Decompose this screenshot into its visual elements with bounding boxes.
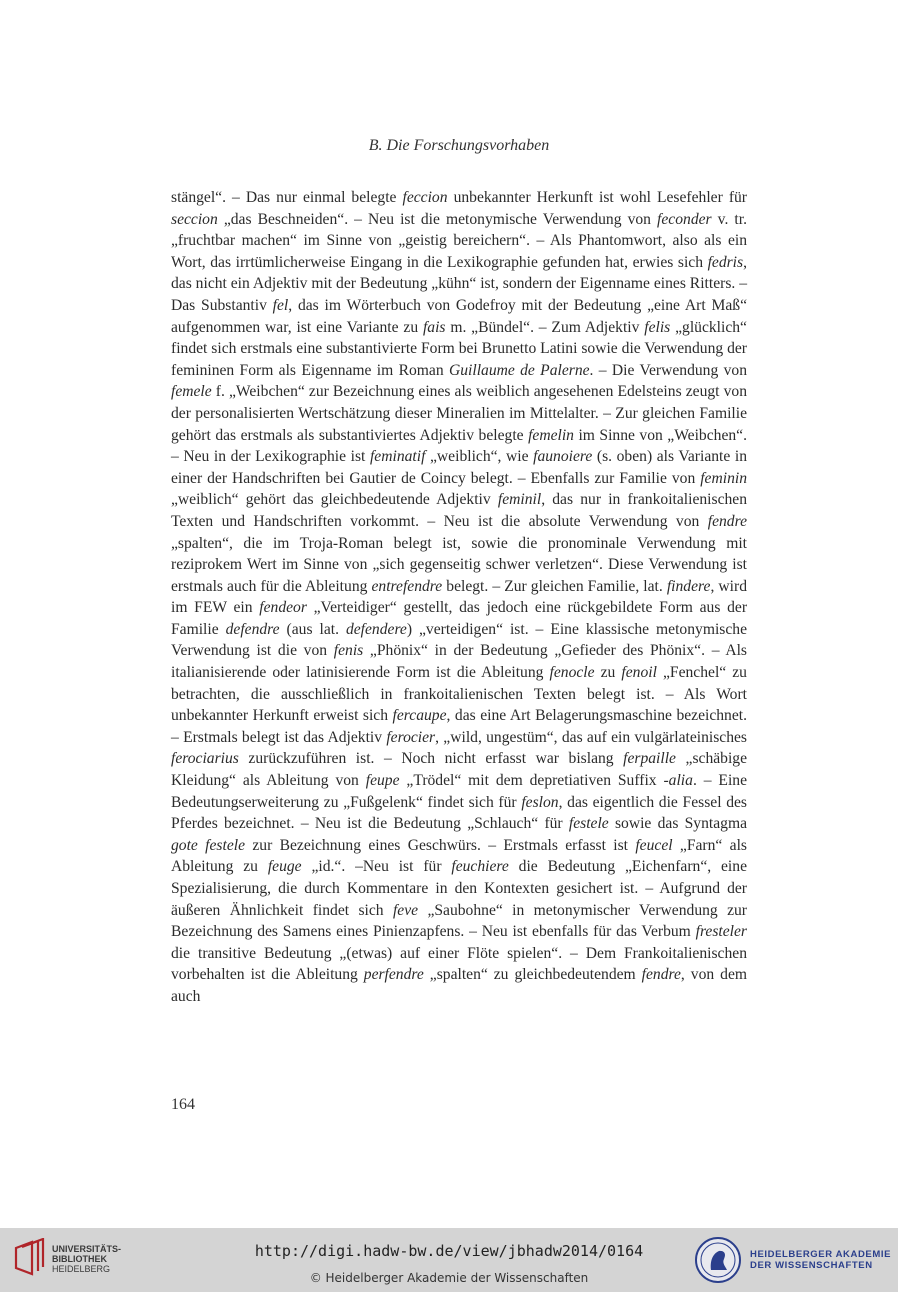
copyright-notice: © Heidelberger Akademie der Wissenschaften	[309, 1271, 589, 1285]
italic-term: fenocle	[549, 664, 595, 682]
italic-term: gote festele	[171, 836, 246, 854]
italic-term: feupe	[365, 772, 400, 790]
text-run: sowie das Syntagma	[608, 815, 747, 833]
text-run: „Trödel“ mit dem depretiativen Suffix	[399, 772, 664, 790]
library-line-3: HEIDELBERG	[52, 1264, 111, 1274]
text-run: „schäbige Kleidung“ als Ableitung von	[171, 750, 748, 790]
italic-term: ferocier	[386, 728, 436, 746]
text-run: v. tr. „fruchtbar machen“ im Sinne von „geistig bereichern“. – Als Phantomwort, also als ein Wort, das irrtümlicherweise Eingang in die Lexikographie gefunden hat, erwies sich	[171, 210, 747, 271]
italic-term: fenoil	[621, 664, 657, 682]
academy-line-1: HEIDELBERGER AKADEMIE	[750, 1249, 892, 1260]
italic-term: fendre	[707, 512, 747, 530]
italic-term: entrefendre	[371, 577, 443, 595]
italic-term: femele	[171, 383, 212, 401]
italic-term: fercaupe	[392, 707, 447, 725]
italic-term: Guillaume de Palerne	[448, 361, 590, 379]
text-run: „Phönix“ in der Bedeutung „Gefieder des Phönix“. – Als italianisierende oder latinisierende Form ist die Ableitung	[171, 642, 747, 682]
text-run: „spalten“, die im Troja-Roman belegt ist, sowie die pronominale Verwendung mit reziprokem Wert im Sinne von „sich gegenseitig schwer verletzen“. Diese Verwendung ist erstmals auch für die Ableitung	[171, 534, 747, 595]
text-run: „Farn“ als Ableitung zu	[171, 836, 747, 876]
library-line-2: BIBLIOTHEK	[52, 1254, 107, 1264]
text-run: zu	[594, 664, 622, 682]
text-run: , wird im FEW ein	[171, 577, 747, 617]
italic-term: feccion	[402, 189, 448, 206]
text-run: m. „Bündel“. – Zum Adjektiv	[445, 318, 645, 336]
text-run: die transitive Bedeutung „(etwas) auf einer Flöte spielen“. – Dem Frankoitalienischen vorbehalten ist die Ableitung	[171, 944, 747, 984]
text-run: stängel“. – Das nur einmal belegte	[171, 189, 403, 206]
italic-term: feminil	[497, 491, 542, 509]
text-run: , das nicht ein Adjektiv mit der Bedeutung „kühn“ ist, sondern der Eigenname eines Ritters. – Das Substantiv	[171, 253, 747, 314]
italic-term: fresteler	[695, 923, 747, 941]
text-run: unbekannter Herkunft ist wohl Lesefehler für	[447, 189, 748, 206]
italic-term: fedris	[707, 253, 744, 271]
running-header: B. Die Forschungsvorhaben	[368, 137, 550, 154]
text-run: , das nur in frankoitalienischen Texten und Handschriften vorkommt. – Neu ist die absolute Verwendung von	[171, 491, 748, 530]
italic-term: feminin	[700, 469, 747, 487]
text-run: die Bedeutung „Eichenfarn“, eine Spezialisierung, die durch Kommentare in den Kontexten gesichert ist. – Aufgrund der äußeren Ähnlichkeit findet sich	[171, 858, 747, 919]
italic-term: -alia	[663, 772, 693, 790]
italic-term: fenis	[333, 642, 364, 660]
text-run: zurückzuführen ist. – Noch nicht erfasst war bislang	[238, 750, 624, 768]
italic-term: defendre	[225, 620, 280, 638]
text-run: . – Eine Bedeutungserweiterung zu „Fußgelenk“ findet sich für	[171, 772, 747, 811]
text-run: , das eigentlich die Fessel des Pferdes bezeichnet. – Neu ist die Bedeutung „Schlauch“ für	[171, 793, 748, 833]
italic-term: defendere	[345, 620, 407, 638]
italic-term: faunoiere	[533, 448, 593, 466]
text-run: , das eine Art Belagerungsmaschine bezeichnet. – Erstmals belegt ist das Adjektiv	[171, 707, 748, 746]
italic-term: findere	[666, 577, 711, 595]
text-run: , das im Wörterbuch von Godefroy mit der Bedeutung „eine Art Maß“ aufgenommen war, ist eine Variante zu	[171, 296, 747, 336]
italic-term: ferociarius	[171, 750, 239, 768]
body-paragraph	[171, 187, 747, 1008]
text-run: „Verteidiger“ gestellt, das jedoch eine rückgebildete Form aus der Familie	[171, 599, 748, 638]
text-run: „spalten“ zu gleichbedeutendem	[423, 966, 642, 984]
academy-seal-icon	[694, 1236, 742, 1284]
text-run: , von dem auch	[171, 966, 747, 1005]
italic-term: fais	[422, 318, 446, 336]
italic-term: fendre	[641, 966, 681, 984]
italic-term: felis	[644, 318, 671, 336]
text-run: (s. oben) als Variante in einer der Handschriften bei Gautier de Coincy belegt. – Ebenfalls zur Familie von	[171, 448, 747, 487]
footer-bar	[0, 1228, 898, 1292]
text-run: f. „Weibchen“ zur Bezeichnung eines als weiblich angesehenen Edelsteins zeugt von der personalisierten Wertschätzung dieser Mineralien im Mittelalter. – Zur gleichen Familie gehört das erstmals als substantiviertes Adjektiv belegte	[171, 383, 747, 444]
text-run: „Fenchel“ zu betrachten, die ausschließlich in frankoitalienischen Texten belegt ist. – Als Wort unbekannter Herkunft erweist sich	[171, 664, 747, 725]
academy-line-2: DER WISSENSCHAFTEN	[750, 1260, 873, 1271]
text-run: „das Beschneiden“. – Neu ist die metonymische Verwendung von	[217, 210, 658, 228]
italic-term: feucel	[635, 836, 673, 854]
italic-term: feconder	[657, 210, 712, 228]
italic-term: feuge	[267, 858, 302, 876]
text-run: belegt. – Zur gleichen Familie, lat.	[442, 577, 667, 595]
italic-term: fel	[272, 296, 289, 314]
text-run: „weiblich“ gehört das gleichbedeutende Adjektiv	[171, 491, 498, 509]
italic-term: perfendre	[363, 966, 424, 984]
italic-term: feslon	[521, 793, 559, 811]
italic-term: seccion	[171, 210, 218, 228]
italic-term: feminatif	[369, 448, 426, 466]
text-run: „Saubohne“ in metonymischer Verwendung zur Bezeichnung des Samens eines Pinienzapfens. – Neu ist ebenfalls für das Verbum	[171, 901, 747, 941]
library-line-1: UNIVERSITÄTS-	[52, 1244, 122, 1254]
italic-term: feuchiere	[451, 858, 509, 876]
italic-term: fendeor	[259, 599, 307, 617]
source-url-link[interactable]: http://digi.hadw-bw.de/view/jbhadw2014/0164	[254, 1242, 644, 1260]
italic-term: femelin	[528, 426, 574, 444]
text-run: ) „verteidigen“ ist. – Eine klassische metonymische Verwendung ist die von	[171, 620, 747, 660]
page-number: 164	[171, 1096, 195, 1113]
text-run: im Sinne von „Weibchen“. – Neu in der Lexikographie ist	[171, 426, 747, 466]
text-run: (aus lat.	[279, 620, 346, 638]
text-run: zur Bezeichnung eines Geschwürs. – Erstmals erfasst ist	[245, 836, 636, 854]
text-run: „glücklich“ findet sich erstmals eine substantivierte Form bei Brunetto Latini sowie die Verwendung der femininen Form als Eigenname im Roman	[171, 318, 747, 379]
academy-name	[750, 1249, 891, 1271]
italic-term: festele	[568, 815, 609, 833]
text-run: „weiblich“, wie	[425, 448, 534, 466]
italic-term: feve	[392, 901, 419, 919]
text-run: „id.“. –Neu ist für	[301, 858, 452, 876]
text-run: , „wild, ungestüm“, das auf ein vulgärlateinisches	[435, 728, 748, 746]
text-run: . – Die Verwendung von	[589, 361, 747, 379]
italic-term: ferpaille	[623, 750, 676, 768]
